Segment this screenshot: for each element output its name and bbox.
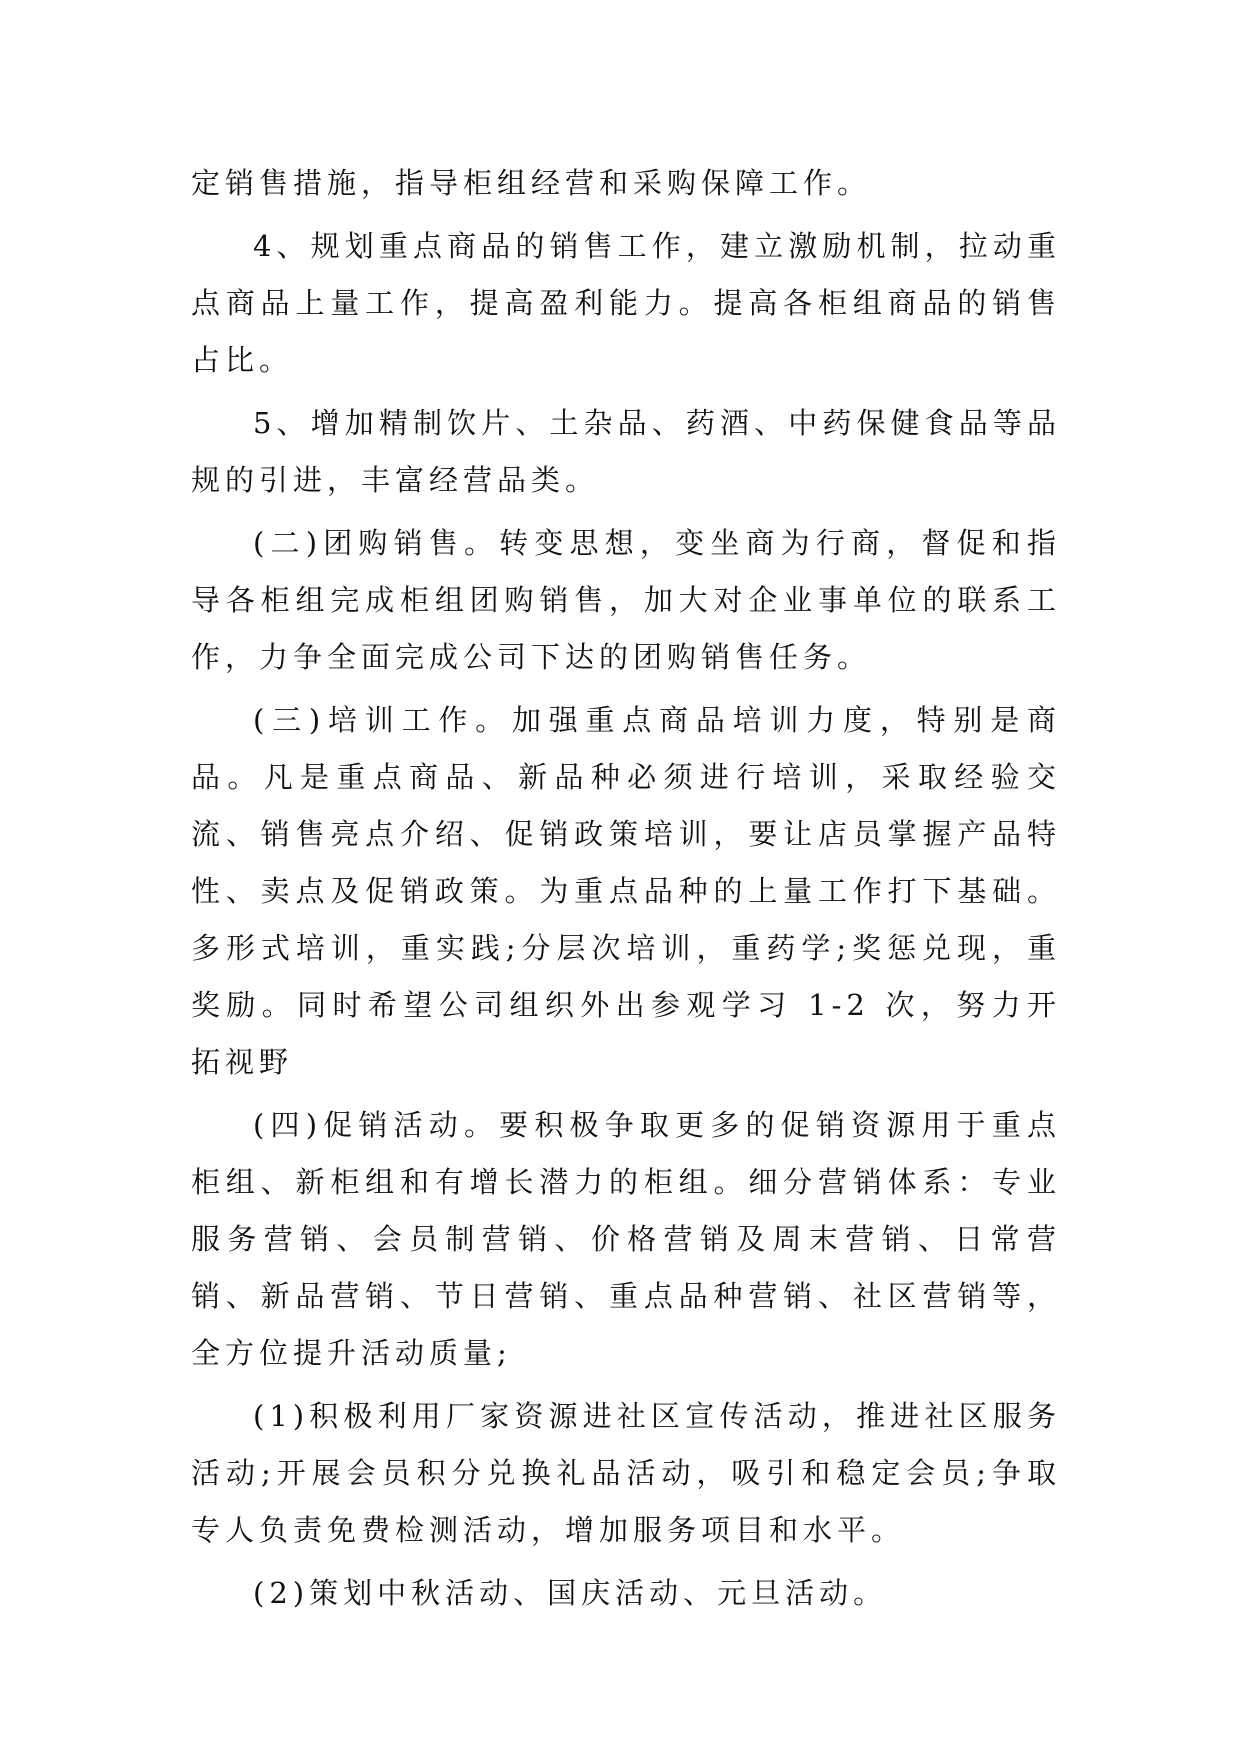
paragraph-continuation: 定销售措施，指导柜组经营和采购保障工作。 <box>191 166 872 200</box>
document-body <box>191 155 1061 1622</box>
paragraph-group-sales: (二)团购销售。转变思想，变坐商为行商，督促和指导各柜组完成柜组团购销售，加大对企业事单位的联系工作，力争全面完成公司下达的团购销售任务。 <box>191 526 1061 674</box>
paragraph-promotion: (四)促销活动。要积极争取更多的促销资源用于重点柜组、新柜组和有增长潜力的柜组。细分营销体系：专业服务营销、会员制营销、价格营销及周末营销、日常营销、新品营销、节日营销、重点品种营销、社区营销等，全方位提升活动质量; <box>191 1108 1061 1370</box>
paragraph-sub-item-2: (2)策划中秋活动、国庆活动、元旦活动。 <box>253 1576 888 1610</box>
paragraph-training: (三)培训工作。加强重点商品培训力度，特别是商品。凡是重点商品、新品种必须进行培训，采取经验交流、销售亮点介绍、促销政策培训，要让店员掌握产品特性、卖点及促销政策。为重点品种的上量工作打下基础。多形式培训，重实践;分层次培训，重药学;奖惩兑现，重奖励。同时希望公司组织外出参观学习 1-2 次，努力开拓视野 <box>191 703 1061 1079</box>
paragraph-item-4: 4、规划重点商品的销售工作，建立激励机制，拉动重点商品上量工作，提高盈利能力。提高各柜组商品的销售占比。 <box>191 229 1061 377</box>
paragraph-sub-item-1: (1)积极利用厂家资源进社区宣传活动，推进社区服务活动;开展会员积分兑换礼品活动，吸引和稳定会员;争取专人负责免费检测活动，增加服务项目和水平。 <box>191 1399 1061 1547</box>
paragraph-item-5: 5、增加精制饮片、土杂品、药酒、中药保健食品等品规的引进，丰富经营品类。 <box>191 406 1061 497</box>
